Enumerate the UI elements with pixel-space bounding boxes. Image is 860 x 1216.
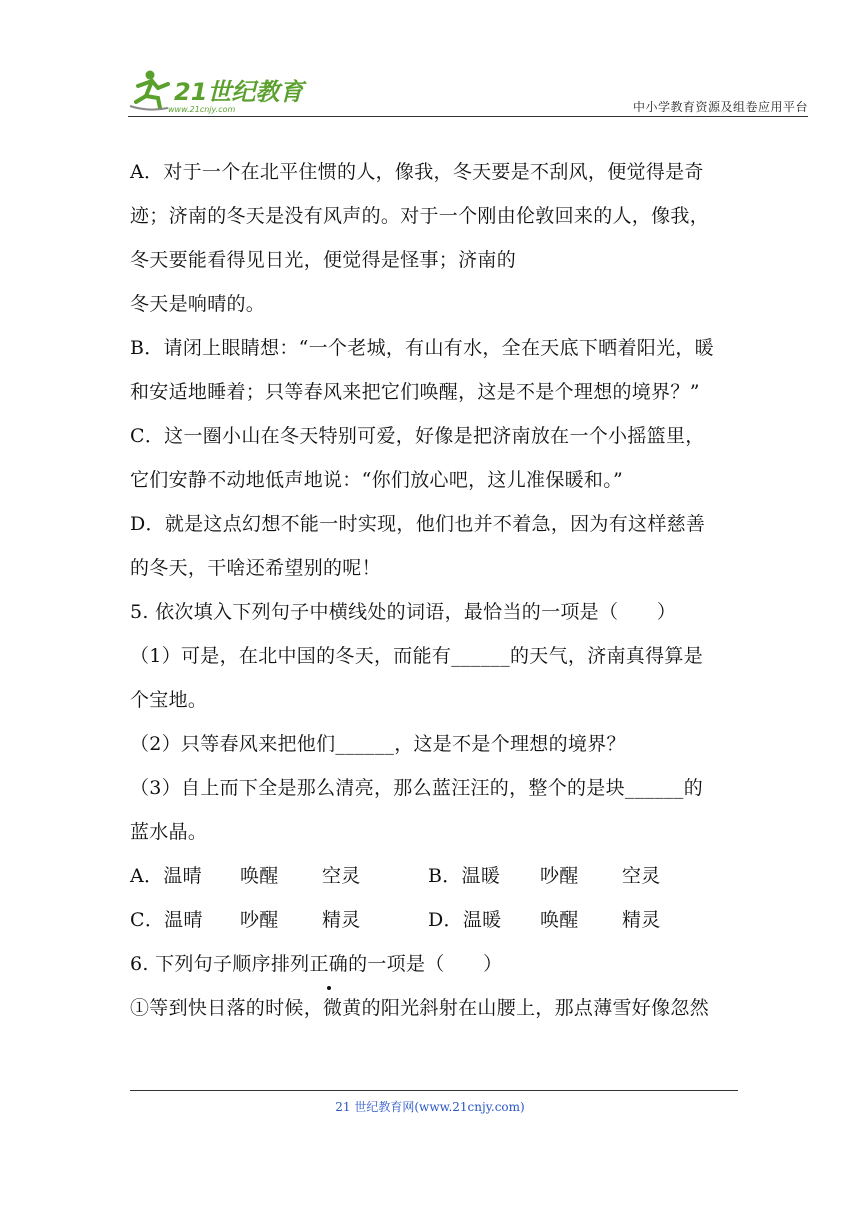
question-5-sentence-3: （3）自上而下全是那么清亮，那么蓝汪汪的，整个的是块______的	[130, 777, 703, 799]
question-6-prefix: 6. 下列句子顺序排列	[130, 953, 310, 975]
choice-c-word-3: 精灵	[322, 909, 361, 931]
option-d-line: D．就是这点幻想不能一时实现，他们也并不着急，因为有这样慈善	[130, 513, 706, 535]
choice-b-word-1: B．温暖	[428, 865, 501, 887]
footer-link[interactable]: 21 世纪教育网(www.21cnjy.com)	[335, 1100, 525, 1114]
site-logo	[128, 66, 318, 114]
svg-text:www.21cnjy.com: www.21cnjy.com	[168, 105, 236, 114]
document-body	[130, 150, 734, 1030]
choice-c-word-2: 吵醒	[240, 909, 279, 931]
choice-a-word-2: 唤醒	[240, 865, 279, 887]
choice-a-word-1: A．温晴	[130, 865, 202, 887]
option-a-line: A．对于一个在北平住惯的人，像我，冬天要是不刮风，便觉得是奇	[130, 161, 704, 183]
choice-b-word-3: 空灵	[622, 865, 661, 887]
question-5-sentence-1: （1）可是，在北中国的冬天，而能有______的天气，济南真得算是	[130, 645, 703, 667]
emphasized-word: 正确	[309, 942, 348, 986]
question-6-stem	[130, 942, 734, 986]
question-5-stem: 5. 依次填入下列句子中横线处的词语，最恰当的一项是（ ）	[130, 601, 677, 623]
option-a-line: 冬天要能看得见日光，便觉得是怪事；济南的	[130, 249, 517, 271]
option-c-line: 它们安静不动地低声地说：“你们放心吧，这儿准保暖和。”	[130, 469, 624, 491]
platform-tagline: 中小学教育资源及组卷应用平台	[632, 100, 808, 114]
question-6-suffix: 的一项是（ ）	[348, 953, 503, 975]
question-5-sentence-1: 个宝地。	[130, 689, 208, 711]
page-header	[128, 62, 808, 118]
option-a-line: 迹；济南的冬天是没有风声的。对于一个刚由伦敦回来的人，像我，	[130, 205, 710, 227]
choice-d-word-1: D．温暖	[428, 909, 502, 931]
runner-logo-icon	[128, 66, 318, 114]
question-5-sentence-2: （2）只等春风来把他们______，这是不是个理想的境界？	[130, 733, 626, 755]
option-a-line: 冬天是响晴的。	[130, 293, 266, 315]
choice-a-word-3: 空灵	[322, 865, 361, 887]
choice-b-word-2: 吵醒	[540, 865, 579, 887]
option-b-line: 和安适地睡着；只等春风来把它们唤醒，这是不是个理想的境界？”	[130, 381, 700, 403]
choice-c-word-1: C．温晴	[130, 909, 203, 931]
question-5-options-row	[130, 898, 734, 942]
footer-divider	[130, 1090, 738, 1091]
option-d-line: 的冬天，干啥还希望别的呢！	[130, 557, 381, 579]
question-5-sentence-3: 蓝水晶。	[130, 821, 208, 843]
header-divider	[128, 116, 808, 117]
choice-d-word-3: 精灵	[622, 909, 661, 931]
option-b-line: B．请闭上眼睛想：“一个老城，有山有水，全在天底下晒着阳光，暖	[130, 337, 714, 359]
question-6-sentence-1: ①等到快日落的时候，微黄的阳光斜射在山腰上，那点薄雪好像忽然	[130, 997, 710, 1019]
svg-text:21世纪教育: 21世纪教育	[174, 78, 304, 106]
choice-d-word-2: 唤醒	[540, 909, 579, 931]
option-c-line: C．这一圈小山在冬天特别可爱，好像是把济南放在一个小摇篮里，	[130, 425, 705, 447]
question-5-options-row	[130, 854, 734, 898]
